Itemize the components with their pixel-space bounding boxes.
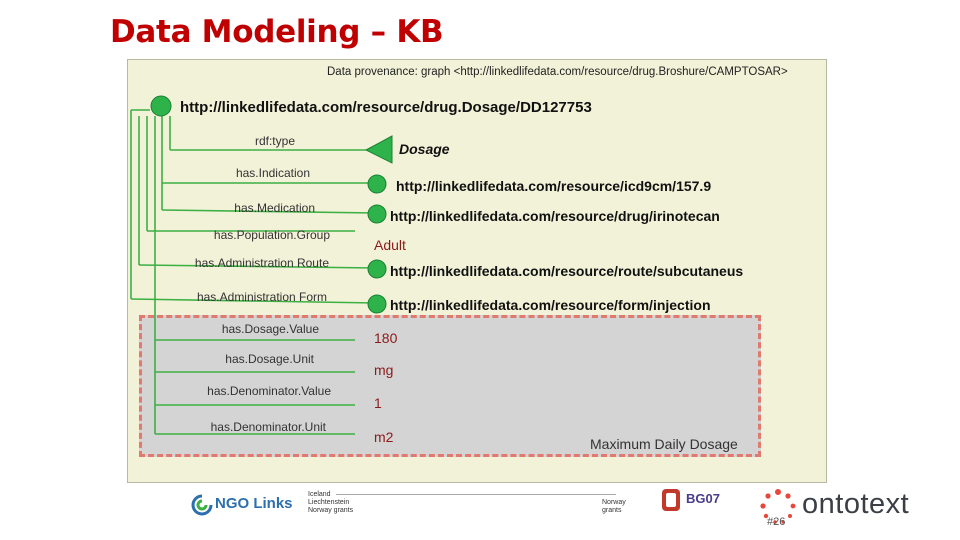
predicate-has-dosage-unit: has.Dosage.Unit — [225, 352, 314, 366]
object-denominator-unit-literal: m2 — [374, 429, 394, 445]
object-route-uri: http://linkedlifedata.com/resource/route/subcutaneus — [390, 263, 744, 279]
predicate-rdf-type: rdf:type — [254, 134, 295, 148]
norway-grants-logo — [602, 491, 626, 515]
object-class-dosage: Dosage — [399, 141, 450, 157]
ngo-logo: NGO Links — [215, 495, 293, 512]
page-title: Data Modeling – KB — [110, 14, 444, 50]
iceland-liechtenstein-norway-grants-logo — [308, 491, 353, 515]
predicate-has-population-group: has.Population.Group — [213, 228, 330, 242]
subject-uri: http://linkedlifedata.com/resource/drug.Dosage/DD127753 — [180, 99, 592, 116]
object-indication-uri: http://linkedlifedata.com/resource/icd9cm/157.9 — [396, 178, 712, 194]
object-population-literal: Adult — [374, 237, 406, 253]
footer-divider — [336, 494, 616, 495]
predicate-has-administration-form: has.Administration Form — [196, 290, 327, 304]
ontotext-logo: ontotext — [802, 488, 910, 520]
route-node — [368, 260, 386, 278]
object-form-uri: http://linkedlifedata.com/resource/form/injection — [390, 297, 711, 313]
predicate-has-administration-route: has.Administration Route — [194, 256, 329, 270]
provenance-label: Data provenance: — [327, 66, 418, 78]
iceland-logo-line-2: Liechtenstein — [308, 499, 350, 506]
ngo-logo-icon — [191, 494, 213, 516]
norway-logo-line-1: Norway — [602, 499, 626, 506]
class-node-triangle — [366, 136, 392, 163]
predicate-has-denominator-value: has.Denominator.Value — [207, 384, 331, 398]
iceland-logo-line-3: Norway grants — [308, 507, 354, 514]
object-dosage-unit-literal: mg — [374, 362, 394, 378]
predicate-has-denominator-unit: has.Denominator.Unit — [210, 420, 326, 434]
object-denominator-value-literal: 1 — [374, 395, 382, 411]
iceland-logo-line-1: Iceland — [308, 491, 331, 498]
medication-node — [368, 205, 386, 223]
bg07-emblem-icon — [658, 486, 684, 514]
form-node — [368, 295, 386, 313]
object-medication-uri: http://linkedlifedata.com/resource/drug/irinotecan — [390, 208, 720, 224]
bg07-logo: BG07 — [686, 491, 720, 506]
indication-node — [368, 175, 386, 193]
slide-number: #26 — [767, 516, 786, 528]
object-dosage-value-literal: 180 — [374, 330, 398, 346]
predicate-has-dosage-value: has.Dosage.Value — [221, 322, 319, 336]
subject-node — [151, 96, 171, 116]
predicate-has-indication: has.Indication — [235, 166, 310, 180]
region-label: Maximum Daily Dosage — [590, 436, 738, 452]
predicate-has-medication: has.Medication — [234, 201, 315, 215]
norway-logo-line-2: grants — [602, 507, 622, 514]
provenance-value: graph <http://linkedlifedata.com/resource/drug.Broshure/CAMPTOSAR> — [421, 66, 788, 78]
